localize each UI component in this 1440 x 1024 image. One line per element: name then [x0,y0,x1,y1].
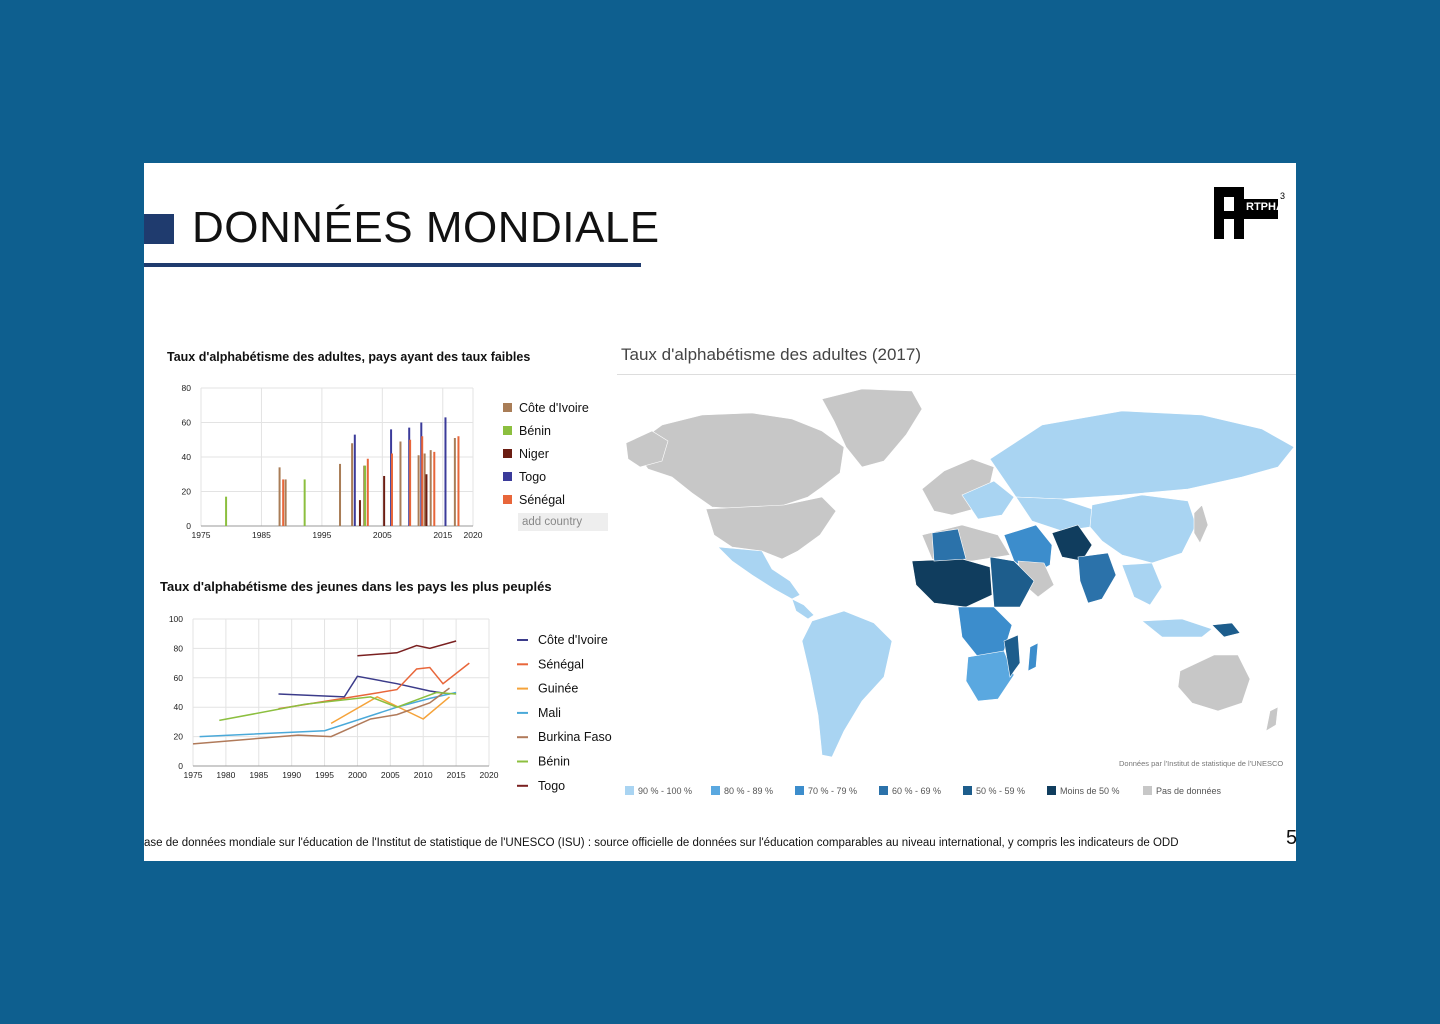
x-tick-label: 1985 [249,770,269,780]
y-tick-label: 20 [181,486,191,497]
logo-text: RTPHA [1246,201,1284,213]
page-title: DONNÉES MONDIALE [192,203,660,252]
chart2-title: Taux d'alphabétisme des jeunes dans les pays les plus peuplés [160,579,552,594]
y-tick-label: 0 [186,521,191,531]
legend-swatch [503,449,512,458]
y-tick-label: 100 [168,614,183,624]
logo-superscript: 3 [1280,191,1286,201]
legend-label: Côte d'Ivoire [538,633,608,647]
map-title-divider [617,374,1296,375]
y-tick-label: 80 [173,643,183,654]
map-legend-item [711,786,773,796]
title-accent-bar [144,214,174,244]
x-tick-label: 1990 [282,770,302,780]
legend-label: Bénin [519,424,551,438]
map-region-new-zealand [1266,707,1278,731]
map-legend-item [1143,786,1221,796]
y-tick-label: 60 [181,417,191,428]
map-region-indonesia [1142,619,1212,637]
x-tick-label: 2005 [372,530,392,540]
legend-label: Mali [538,705,561,720]
map-title: Taux d'alphabétisme des adultes (2017) [621,345,921,364]
x-tick-label: 2015 [433,530,453,540]
add-country-button[interactable]: add country [518,513,608,531]
map-legend-swatch [963,786,972,795]
legend-label: Togo [519,470,547,484]
x-tick-label: 1975 [191,530,211,540]
title-underline [144,263,641,267]
map-region-papua [1212,623,1240,637]
x-tick-label: 2010 [413,770,433,780]
slide [144,163,1296,861]
map-legend-swatch [625,786,634,795]
map-legend-item [963,786,1025,796]
x-tick-label: 1980 [216,770,236,780]
y-tick-label: 40 [173,702,183,713]
logo [1212,185,1288,241]
map-legend-item [1047,786,1120,796]
map-region-central-america [792,599,814,619]
map-region-madagascar [1028,643,1038,671]
map-legend-swatch [1047,786,1056,795]
legend-label: Sénégal [519,493,565,507]
map-legend-label: 70 % - 79 % [808,786,858,796]
map-region-china [1090,495,1196,563]
map-legend-item [625,786,692,796]
y-tick-label: 20 [173,731,183,742]
legend-swatch [503,403,512,412]
x-tick-label: 1975 [183,770,203,780]
map-region-india [1078,553,1116,603]
map-legend-item [795,786,857,796]
x-tick-label: 1985 [251,530,271,540]
y-tick-label: 40 [181,452,191,462]
map-region-australia [1178,655,1250,711]
chart2-youth-literacy [144,609,624,799]
map-legend-swatch [711,786,720,795]
x-tick-label: 2015 [446,770,466,780]
legend-label: Niger [519,447,549,461]
legend-label: Guinée [538,681,579,696]
y-tick-label: 0 [178,761,183,771]
map-legend-label: 60 % - 69 % [892,786,942,796]
legend-swatch [503,426,512,435]
map-region-central-asia [1016,497,1092,531]
x-tick-label: 1995 [312,530,332,540]
legend-label: Côte d'Ivoire [519,401,589,415]
x-tick-label: 2020 [479,770,499,780]
footer-note: ase de données mondiale sur l'éducation de l'Institut de statistique de l'UNESCO (ISU) : source officielle de données sur l'éducation comparables au niveau international, y compris les indicateurs de ODD [144,837,1179,849]
map-legend-label: 90 % - 100 % [638,786,693,796]
map-legend-swatch [795,786,804,795]
x-tick-label: 2000 [347,770,367,780]
y-tick-label: 60 [173,672,183,683]
map-legend-swatch [879,786,888,795]
map-region-south-america [802,611,892,757]
legend-swatch [503,472,512,481]
map-region-pakistan-afghanistan [1052,525,1092,561]
map-region-canada [632,413,844,509]
map-legend-swatch [1143,786,1152,795]
legend-label: Sénégal [538,657,584,672]
map-credit: Données par l'Institut de statistique de l'UNESCO [1119,759,1284,768]
map-region-west-africa [912,559,992,607]
legend-label: Burkina Faso [538,730,612,745]
series-line [279,676,450,697]
x-tick-label: 1995 [315,770,335,780]
world-map [622,385,1296,761]
x-tick-label: 2020 [463,530,483,540]
series-line [279,663,470,709]
map-region-southeast-asia [1122,563,1162,605]
map-legend-label: 50 % - 59 % [976,786,1026,796]
y-tick-label: 80 [181,383,191,393]
map-region-central-africa [958,607,1012,657]
map-legend-label: Moins de 50 % [1060,786,1120,796]
map-legend-item [879,786,941,796]
legend-label: Togo [538,778,566,793]
map-legend-label: Pas de données [1156,786,1222,796]
legend-label: Bénin [538,754,570,769]
x-tick-label: 2005 [380,770,400,780]
legend-swatch [503,495,512,504]
chart1-title: Taux d'alphabétisme des adultes, pays ayant des taux faibles [167,350,531,364]
map-legend-label: 80 % - 89 % [724,786,774,796]
map-region-russia [990,411,1294,499]
page-number: 5 [1286,827,1298,849]
map-region-japan [1194,505,1208,543]
